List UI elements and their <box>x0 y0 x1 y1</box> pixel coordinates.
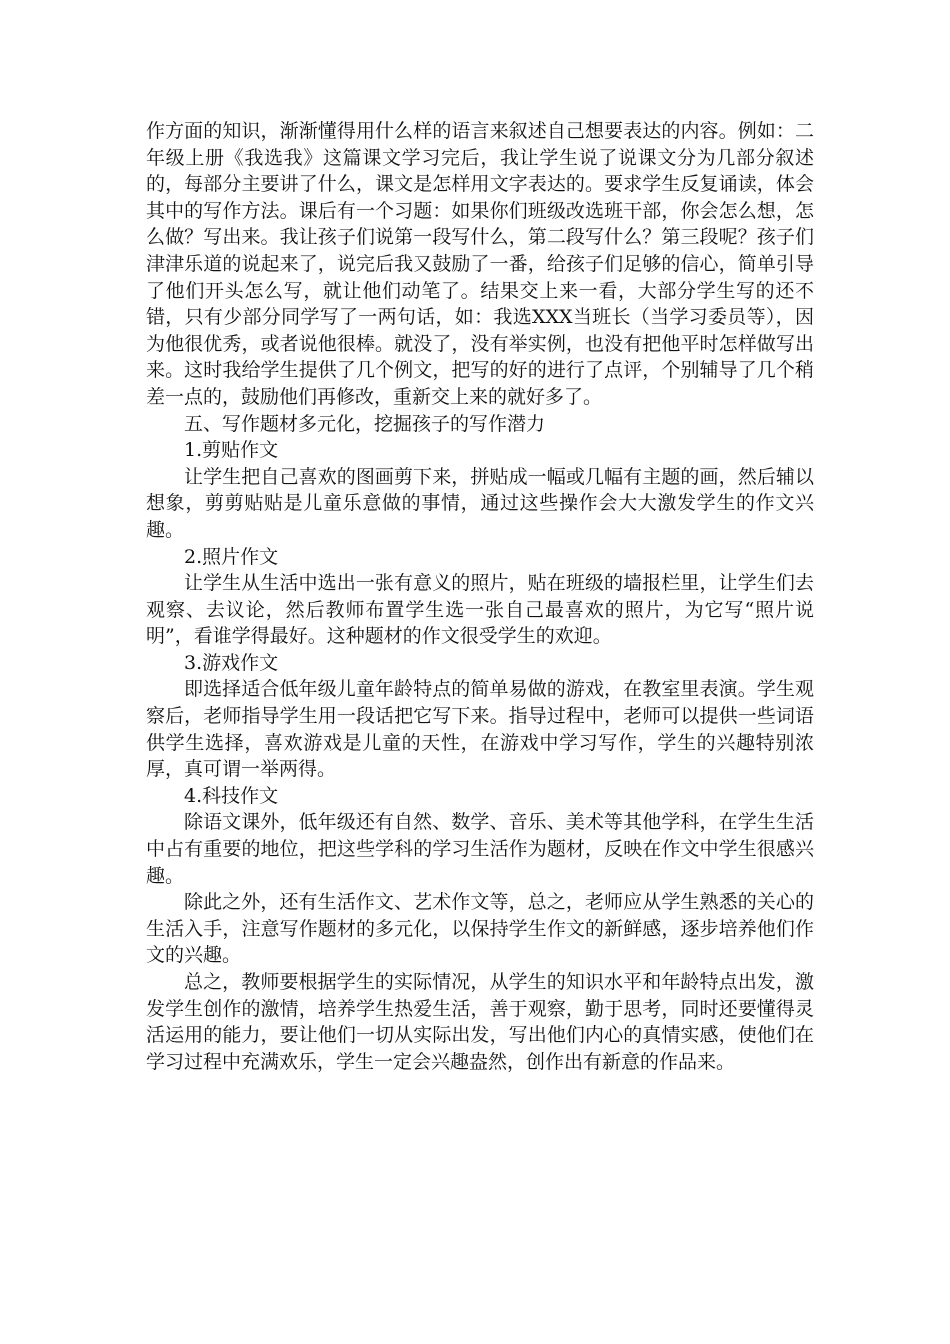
paragraph-science: 除语文课外，低年级还有自然、数学、音乐、美术等其他学科，在学生生活中占有重要的地位，把这些学科的学习生活作为题材，反映在作文中学生很感兴趣。 <box>146 811 814 887</box>
paragraph-continued: 作方面的知识，渐渐懂得用什么样的语言来叙述自己想要表达的内容。例如：二年级上册《我选我》这篇课文学习完后，我让学生说了说课文分为几部分叙述的，每部分主要讲了什么，课文是怎样用文字表达的。要求学生反复诵读，体会其中的写作方法。课后有一个习题：如果你们班级改选班干部，你会怎么想，怎么做？写出来。我让孩子们说第一段写什么，第二段写什么？第三段呢？孩子们津津乐道的说起来了，说完后我又鼓励了一番，给孩子们足够的信心，简单引导了他们开头怎么写，就让他们动笔了。结果交上来一看，大部分学生写的还不错，只有少部分同学写了一两句话，如：我选XXX当班长（当学习委员等），因为他很优秀，或者说他很棒。就没了，没有举实例，也没有把他平时怎样做写出来。这时我给学生提供了几个例文，把写的好的进行了点评，个别辅导了几个稍差一点的，鼓励他们再修改，重新交上来的就好多了。 <box>146 120 814 408</box>
paragraph-other: 除此之外，还有生活作文、艺术作文等，总之，老师应从学生熟悉的关心的生活入手，注意写作题材的多元化，以保持学生作文的新鲜感，逐步培养他们作文的兴趣。 <box>146 891 814 967</box>
paragraph-conclusion: 总之，教师要根据学生的实际情况，从学生的知识水平和年龄特点出发，激发学生创作的激情，培养学生热爱生活，善于观察，勤于思考，同时还要懂得灵活运用的能力，要让他们一切从实际出发，写出他们内心的真情实感，使他们在学习过程中充满欢乐，学生一定会兴趣盎然，创作出有新意的作品来。 <box>146 971 814 1073</box>
paragraph-game: 即选择适合低年级儿童年龄特点的简单易做的游戏，在教室里表演。学生观察后，老师指导学生用一段话把它写下来。指导过程中，老师可以提供一些词语供学生选择，喜欢游戏是儿童的天性，在游戏中学习写作，学生的兴趣特别浓厚，真可谓一举两得。 <box>146 678 814 781</box>
document-body <box>146 118 814 1075</box>
paragraph-photo: 让学生从生活中选出一张有意义的照片，贴在班级的墙报栏里，让学生们去观察、去议论，然后教师布置学生选一张自己最喜欢的照片，为它写“照片说明”，看谁学得最好。这种题材的作文很受学生的欢迎。 <box>146 572 814 648</box>
paragraph-collage: 让学生把自己喜欢的图画剪下来，拼贴成一幅或几幅有主题的画，然后辅以想象，剪剪贴贴是儿童乐意做的事情，通过这些操作会大大激发学生的作文兴趣。 <box>146 465 814 541</box>
subheading-science: 4.科技作文 <box>184 784 279 807</box>
subheading-collage: 1.剪贴作文 <box>184 439 279 462</box>
section-heading: 五、写作题材多元化，挖掘孩子的写作潜力 <box>184 412 546 435</box>
subheading-photo: 2.照片作文 <box>184 545 279 568</box>
subheading-game: 3.游戏作文 <box>184 651 279 674</box>
